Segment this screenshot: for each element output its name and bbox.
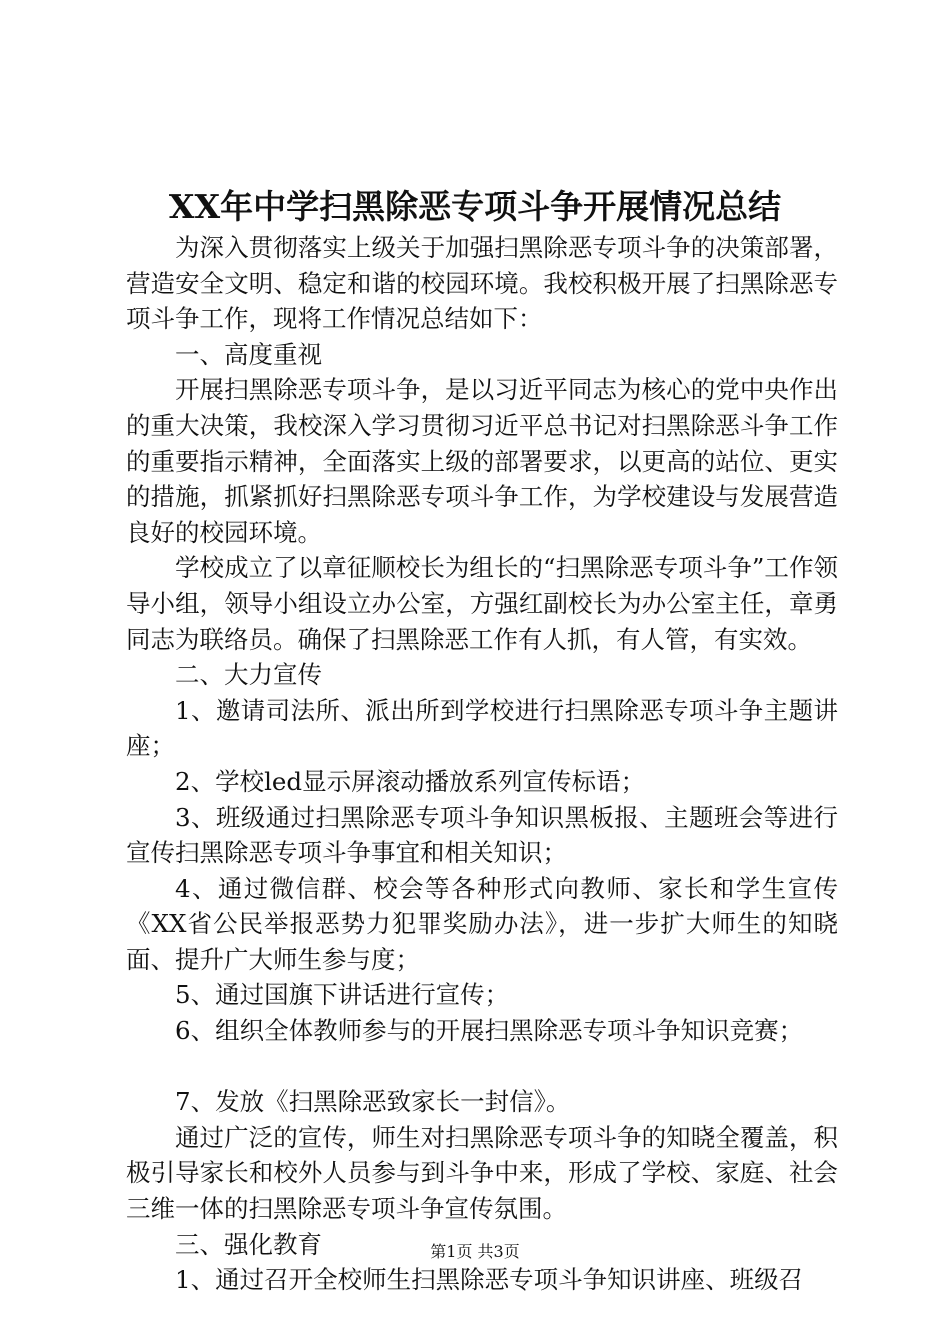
paragraph-intro: 为深入贯彻落实上级关于加强扫黑除恶专项斗争的决策部署，营造安全文明、稳定和谐的校园环境。我校积极开展了扫黑除恶专项斗争工作，现将工作情况总结如下： [126, 233, 838, 334]
list-item: 1、邀请司法所、派出所到学校进行扫黑除恶专项斗争主题讲座； [126, 695, 838, 761]
list-item: 7、发放《扫黑除恶致家长一封信》。 [175, 1087, 571, 1117]
section-heading-3: 三、强化教育 [175, 1229, 322, 1259]
list-item: 3、班级通过扫黑除恶专项斗争知识黑板报、主题班会等进行宣传扫黑除恶专项斗争事宜和相关知识； [126, 802, 838, 868]
list-item: 2、学校led显示屏滚动播放系列宣传标语； [175, 766, 646, 796]
paragraph: 开展扫黑除恶专项斗争，是以习近平同志为核心的党中央作出的重大决策，我校深入学习贯彻习近平总书记对扫黑除恶斗争工作的重要指示精神，全面落实上级的部署要求，以更高的站位、更实的措施，抓紧抓好扫黑除恶专项斗争工作，为学校建设与发展营造良好的校园环境。 [126, 375, 838, 547]
section-heading-2: 二、大力宣传 [175, 660, 322, 690]
paragraph: 学校成立了以章征顺校长为组长的“扫黑除恶专项斗争”工作领导小组，领导小组设立办公室，方强红副校长为办公室主任，章勇同志为联络员。确保了扫黑除恶工作有人抓，有人管，有实效。 [126, 553, 838, 654]
document-body [126, 230, 838, 1298]
list-item: 4、通过微信群、校会等各种形式向教师、家长和学生宣传《XX省公民举报恶势力犯罪奖励办法》，进一步扩大师生的知晓面、提升广大师生参与度； [126, 873, 838, 974]
paragraph: 通过广泛的宣传，师生对扫黑除恶专项斗争的知晓全覆盖，积极引导家长和校外人员参与到斗争中来，形成了学校、家庭、社会三维一体的扫黑除恶专项斗争宣传氛围。 [126, 1122, 838, 1224]
list-item: 1、通过召开全校师生扫黑除恶专项斗争知识讲座、班级召 [175, 1265, 804, 1295]
list-item: 6、组织全体教师参与的开展扫黑除恶专项斗争知识竞赛； [175, 1016, 804, 1046]
list-item: 5、通过国旗下讲话进行宣传； [175, 980, 510, 1010]
section-heading-1: 一、高度重视 [175, 339, 322, 369]
document-title: XX年中学扫黑除恶专项斗争开展情况总结 [168, 187, 782, 226]
page-footer: 第1页 共3页 [430, 1242, 520, 1261]
